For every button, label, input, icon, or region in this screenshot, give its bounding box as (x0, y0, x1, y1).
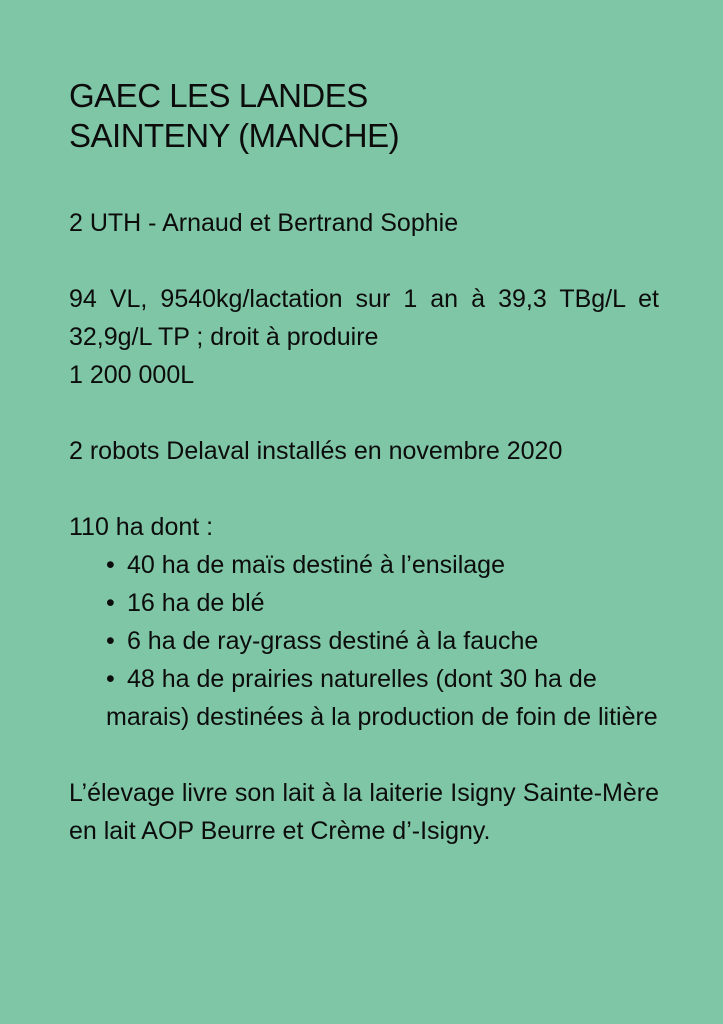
herd-quota: 1 200 000L (69, 361, 195, 389)
herd-paragraph (69, 280, 659, 394)
workers-paragraph: 2 UTH - Arnaud et Bertrand Sophie (69, 209, 459, 237)
list-item (106, 584, 659, 622)
land-intro: 110 ha dont : (69, 513, 214, 541)
crop-label: 48 ha de prairies naturelles (dont 30 ha de marais) destinées à la production de foin de litière (106, 665, 658, 731)
crop-label: 6 ha de ray-grass destiné à la fauche (126, 627, 539, 655)
title-line-1: GAEC LES LANDES (69, 77, 368, 114)
page-title (69, 76, 659, 156)
crop-label: 40 ha de maïs destiné à l’ensilage (126, 551, 505, 579)
title-line-2: SAINTENY (MANCHE) (69, 117, 400, 154)
bullet-icon: • (106, 665, 115, 693)
bullet-icon: • (106, 551, 115, 579)
list-item (106, 546, 659, 584)
list-item (106, 660, 659, 736)
list-item (106, 622, 659, 660)
robots-paragraph: 2 robots Delaval installés en novembre 2020 (69, 437, 563, 465)
farm-info-card (69, 76, 659, 850)
crop-label: 16 ha de blé (126, 589, 265, 617)
bullet-icon: • (106, 589, 115, 617)
crop-list (69, 546, 659, 736)
herd-text: 94 VL, 9540kg/lactation sur 1 an à 39,3 TBg/L et 32,9g/L TP ; droit à produire (69, 285, 659, 351)
bullet-icon: • (106, 627, 115, 655)
delivery-paragraph: L’élevage livre son lait à la laiterie Isigny Sainte-Mère en lait AOP Beurre et Crème d’-Isigny. (69, 779, 659, 845)
